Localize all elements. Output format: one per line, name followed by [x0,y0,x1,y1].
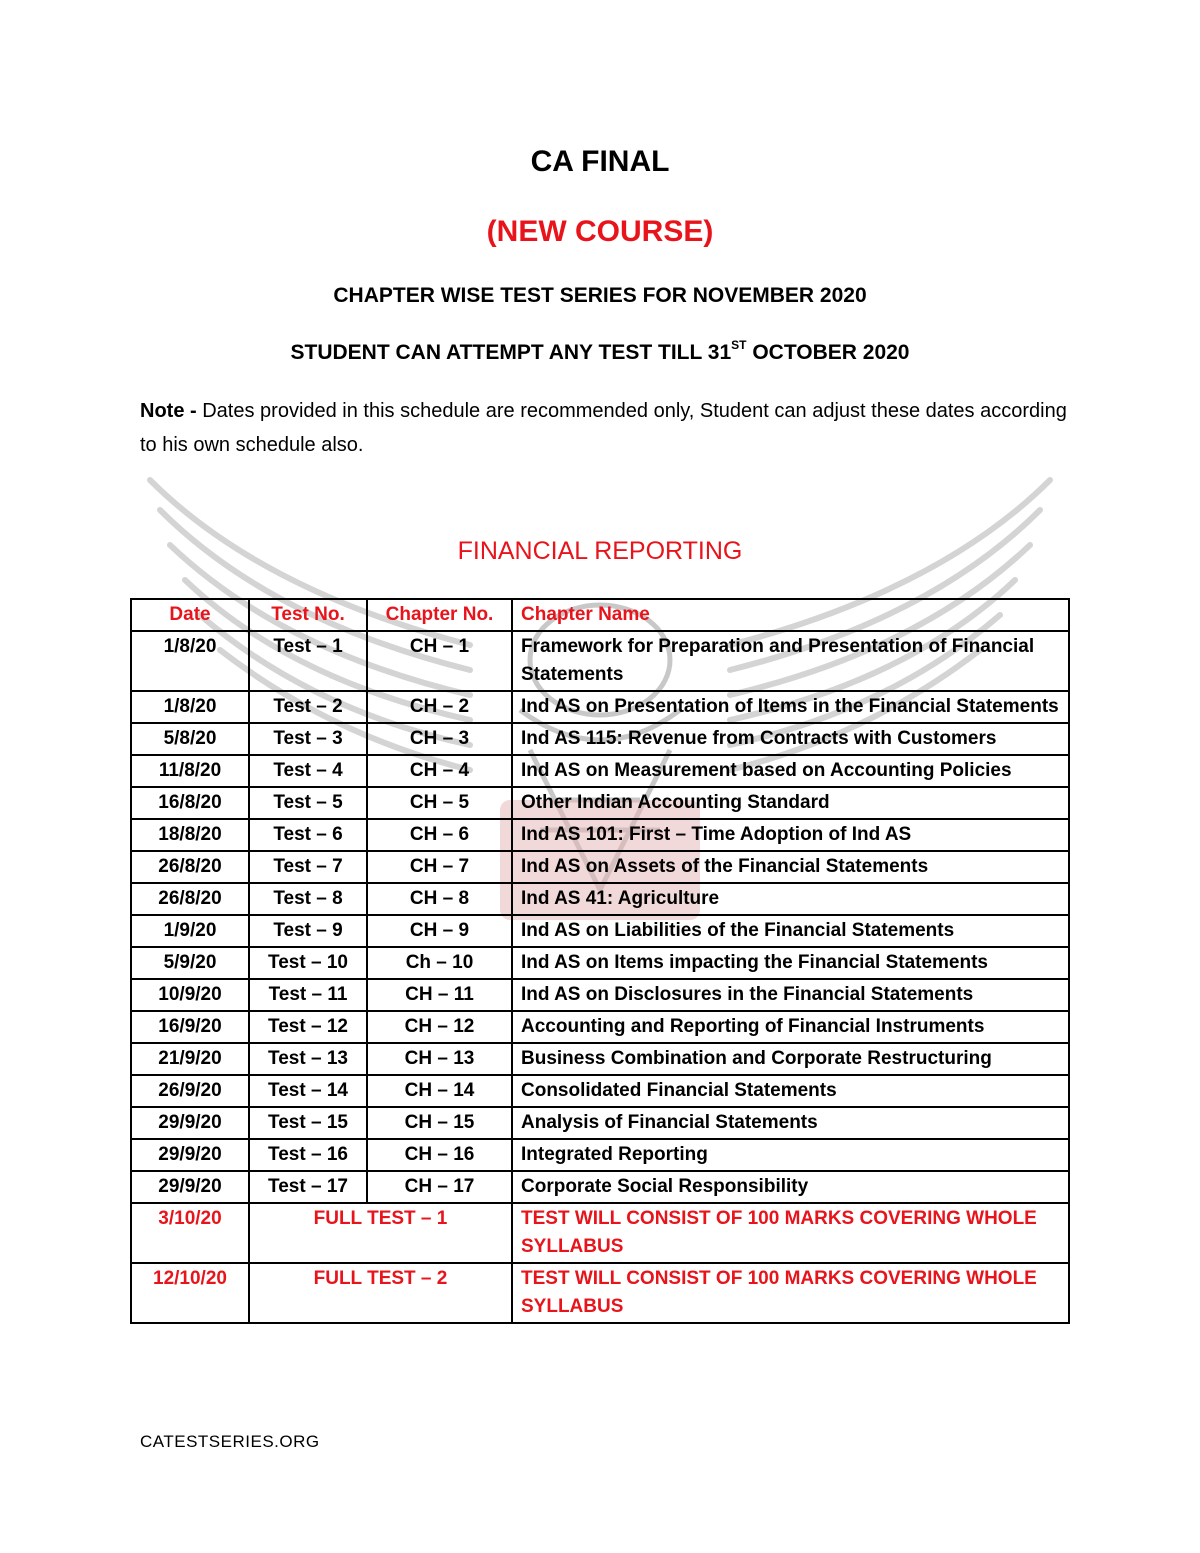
cell-chapter-no: CH – 6 [367,819,512,851]
cell-date: 29/9/20 [131,1171,249,1203]
attempt-deadline [0,340,1200,365]
header-chapter-name: Chapter Name [512,599,1069,631]
cell-chapter-no: CH – 14 [367,1075,512,1107]
cell-test-no: Test – 2 [249,691,367,723]
cell-chapter-name: Other Indian Accounting Standard [512,787,1069,819]
cell-date: 5/8/20 [131,723,249,755]
table-row [131,947,1069,979]
cell-date: 16/8/20 [131,787,249,819]
table-row [131,755,1069,787]
cell-chapter-name: Business Combination and Corporate Restructuring [512,1043,1069,1075]
cell-chapter-no: CH – 9 [367,915,512,947]
cell-test-no: Test – 11 [249,979,367,1011]
table-header-row [131,599,1069,631]
table-row [131,851,1069,883]
cell-date: 1/9/20 [131,915,249,947]
cell-chapter-no: CH – 4 [367,755,512,787]
schedule-table [130,598,1070,1324]
cell-chapter-name: Corporate Social Responsibility [512,1171,1069,1203]
cell-chapter-name: Ind AS on Liabilities of the Financial Statements [512,915,1069,947]
table-row [131,631,1069,691]
cell-chapter-name: Analysis of Financial Statements [512,1107,1069,1139]
page-title: CA FINAL [530,145,670,178]
cell-chapter-no: CH – 16 [367,1139,512,1171]
full-test-row [131,1263,1069,1323]
table-row [131,691,1069,723]
table-row [131,819,1069,851]
cell-test-no: Test – 9 [249,915,367,947]
cell-date: 12/10/20 [131,1263,249,1323]
cell-chapter-name: Ind AS on Presentation of Items in the Financial Statements [512,691,1069,723]
cell-chapter-name: Consolidated Financial Statements [512,1075,1069,1107]
header-test-no: Test No. [249,599,367,631]
cell-date: 21/9/20 [131,1043,249,1075]
cell-chapter-no: CH – 15 [367,1107,512,1139]
table-row [131,787,1069,819]
cell-date: 16/9/20 [131,1011,249,1043]
cell-test-no: Test – 7 [249,851,367,883]
cell-chapter-name: Ind AS 41: Agriculture [512,883,1069,915]
cell-date: 5/9/20 [131,947,249,979]
full-test-row [131,1203,1069,1263]
attempt-superscript: ST [731,338,747,352]
cell-chapter-no: CH – 11 [367,979,512,1011]
table-row [131,883,1069,915]
cell-date: 29/9/20 [131,1139,249,1171]
cell-chapter-name: Accounting and Reporting of Financial Instruments [512,1011,1069,1043]
table-row [131,979,1069,1011]
cell-chapter-no: CH – 7 [367,851,512,883]
cell-test-no: Test – 17 [249,1171,367,1203]
cell-date: 3/10/20 [131,1203,249,1263]
cell-date: 11/8/20 [131,755,249,787]
cell-full-test-label: FULL TEST – 1 [249,1203,512,1263]
cell-test-no: Test – 4 [249,755,367,787]
table-row [131,1171,1069,1203]
cell-chapter-name: Ind AS on Disclosures in the Financial Statements [512,979,1069,1011]
cell-date: 18/8/20 [131,819,249,851]
table-row [131,723,1069,755]
table-row [131,1075,1069,1107]
table-row [131,1043,1069,1075]
cell-test-no: Test – 6 [249,819,367,851]
schedule-note [140,394,1070,462]
cell-chapter-no: CH – 1 [367,631,512,691]
cell-full-test-desc: TEST WILL CONSIST OF 100 MARKS COVERING WHOLE SYLLABUS [512,1263,1069,1323]
series-heading: CHAPTER WISE TEST SERIES FOR NOVEMBER 2020 [333,284,867,307]
cell-test-no: Test – 13 [249,1043,367,1075]
cell-date: 26/9/20 [131,1075,249,1107]
cell-test-no: Test – 5 [249,787,367,819]
note-label: Note - [140,400,197,422]
cell-test-no: Test – 14 [249,1075,367,1107]
cell-chapter-no: CH – 2 [367,691,512,723]
cell-chapter-name: Ind AS 101: First – Time Adoption of Ind AS [512,819,1069,851]
cell-full-test-desc: TEST WILL CONSIST OF 100 MARKS COVERING WHOLE SYLLABUS [512,1203,1069,1263]
cell-chapter-name: Ind AS 115: Revenue from Contracts with Customers [512,723,1069,755]
cell-test-no: Test – 16 [249,1139,367,1171]
header-chapter-no: Chapter No. [367,599,512,631]
cell-date: 26/8/20 [131,883,249,915]
header-date: Date [131,599,249,631]
cell-chapter-name: Integrated Reporting [512,1139,1069,1171]
cell-test-no: Test – 15 [249,1107,367,1139]
cell-chapter-no: CH – 8 [367,883,512,915]
cell-date: 29/9/20 [131,1107,249,1139]
cell-chapter-name: Ind AS on Items impacting the Financial Statements [512,947,1069,979]
cell-test-no: Test – 10 [249,947,367,979]
cell-chapter-no: Ch – 10 [367,947,512,979]
cell-chapter-no: CH – 13 [367,1043,512,1075]
table-row [131,1107,1069,1139]
cell-full-test-label: FULL TEST – 2 [249,1263,512,1323]
course-subtitle: (NEW COURSE) [486,215,714,248]
table-row [131,915,1069,947]
section-title: FINANCIAL REPORTING [457,537,743,565]
note-text: Dates provided in this schedule are recommended only, Student can adjust these dates according to his own schedule also. [140,400,1067,456]
cell-date: 26/8/20 [131,851,249,883]
cell-test-no: Test – 12 [249,1011,367,1043]
cell-date: 10/9/20 [131,979,249,1011]
table-row [131,1139,1069,1171]
cell-date: 1/8/20 [131,631,249,691]
cell-chapter-no: CH – 5 [367,787,512,819]
cell-chapter-no: CH – 17 [367,1171,512,1203]
footer-site: CATESTSERIES.ORG [140,1432,320,1451]
cell-chapter-name: Ind AS on Assets of the Financial Statements [512,851,1069,883]
attempt-suffix: OCTOBER 2020 [746,341,910,364]
cell-chapter-name: Framework for Preparation and Presentation of Financial Statements [512,631,1069,691]
cell-chapter-no: CH – 12 [367,1011,512,1043]
table-row [131,1011,1069,1043]
cell-chapter-no: CH – 3 [367,723,512,755]
attempt-prefix: STUDENT CAN ATTEMPT ANY TEST TILL 31 [290,341,732,364]
cell-test-no: Test – 8 [249,883,367,915]
cell-test-no: Test – 1 [249,631,367,691]
cell-test-no: Test – 3 [249,723,367,755]
cell-chapter-name: Ind AS on Measurement based on Accounting Policies [512,755,1069,787]
cell-date: 1/8/20 [131,691,249,723]
